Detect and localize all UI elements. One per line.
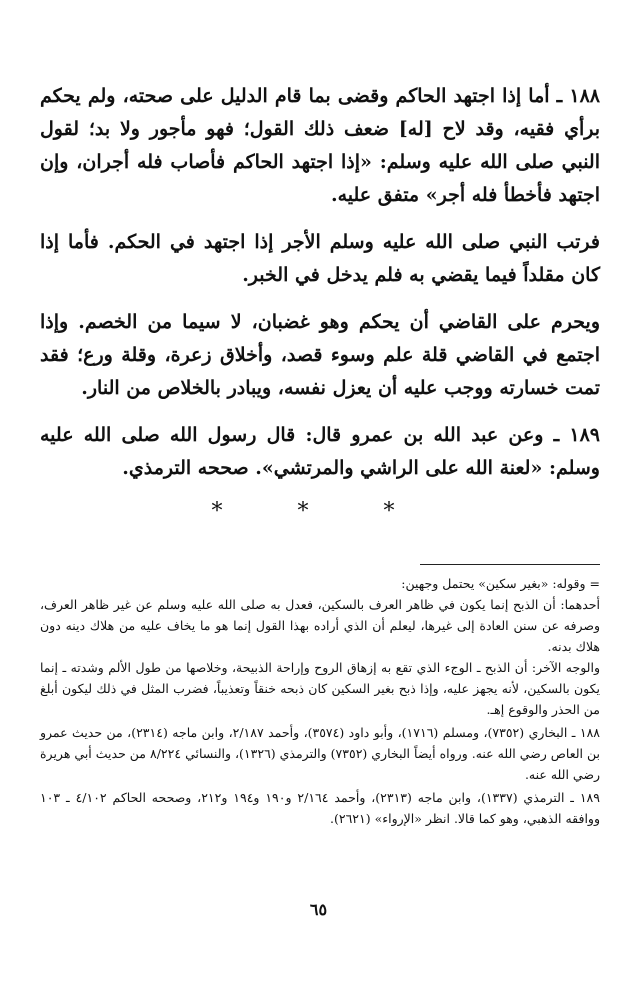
page-number: ٦٥ [309, 900, 328, 919]
section-separator-stars: * * * [211, 499, 429, 524]
paragraph-189: ١٨٩ ـ وعن عبد الله بن عمرو قال: قال رسول الله صلى الله عليه وسلم: «لعنة الله على الراشي والمرتشي». صححه الترمذي. [40, 424, 600, 479]
footnote-189: ١٨٩ ـ الترمذي (١٣٣٧)، وابن ماجه (٢٣١٣)، وأحمد ٢/١٦٤ و١٩٠ و١٩٤ و٢١٢، وصححه الحاكم ٤/١٠٢ ـ ١٠٣ ووافقه الذهبي، وهو كما قالا. انظر «الإرواء» (٢٦٢١). [40, 790, 600, 826]
footnote-first-aspect: أحدهما: أن الذبح إنما يكون في ظاهر العرف بالسكين، فعدل به صلى الله عليه وسلم عن غير ظاهر العرف، وصرفه عن سنن العادة إلى غيرها، ليعلم أن الذي أراده بهذا القول إنما هو ما يخاف عليه من هلاك دينه دون هلاك بدنه. [40, 597, 600, 654]
paragraph-judge-anger: ويحرم على القاضي أن يحكم وهو غضبان، لا سيما من الخصم. وإذا اجتمع في القاضي قلة علم وسوء قصد، وأخلاق زعرة، وقلة ورع؛ فقد تمت خسارته ووجب عليه أن يعزل نفسه، ويبادر بالخلاص من النار. [40, 311, 600, 399]
paragraph-commentary: فرتب النبي صلى الله عليه وسلم الأجر إذا اجتهد في الحكم. فأما إذا كان مقلداً فيما يقضي به فلم يدخل في الخبر. [40, 231, 600, 286]
footnote-continuation: = وقوله: «بغير سكين» يحتمل وجهين: [401, 576, 600, 591]
footnote-188: ١٨٨ ـ البخاري (٧٣٥٢)، ومسلم (١٧١٦)، وأبو داود (٣٥٧٤)، وأحمد ٢/١٨٧، وابن ماجه (٢٣١٤)، من حديث عمرو بن العاص رضي الله عنه. ورواه أيضاً البخاري (٧٣٥٢) والترمذي (١٣٢٦)، والنسائي ٨/٢٢٤ من حديث أبي هريرة رضي الله عنه. [40, 725, 601, 782]
main-text [40, 80, 600, 485]
paragraph-188: ١٨٨ ـ أما إذا اجتهد الحاكم وقضى بما قام الدليل على صحته، ولم يحكم برأي فقيه، وقد لاح [له] ضعف ذلك القول؛ فهو مأجور ولا بد؛ لقول النبي صلى الله عليه وسلم: «إذا اجتهد الحاكم فأصاب فله أجران، وإن اجتهد فأخطأ فله أجر» متفق عليه. [40, 85, 600, 206]
page-content [40, 80, 600, 829]
footnotes [40, 573, 600, 829]
footnote-second-aspect: والوجه الآخر: أن الذبح ـ الوجء الذي تقع به إزهاق الروح وإراحة الذبيحة، وخلاصها من طول الألم وشدته ـ إنما يكون بالسكين، لأنه يجهز عليه، وإذا ذبح بغير السكين كان ذبحه خنقاً وتعذيباً، فضرب المثل في ذلك ليكون أبلغ من الحذر والوقوع إهـ. [40, 660, 600, 717]
footnote-divider [420, 564, 600, 565]
